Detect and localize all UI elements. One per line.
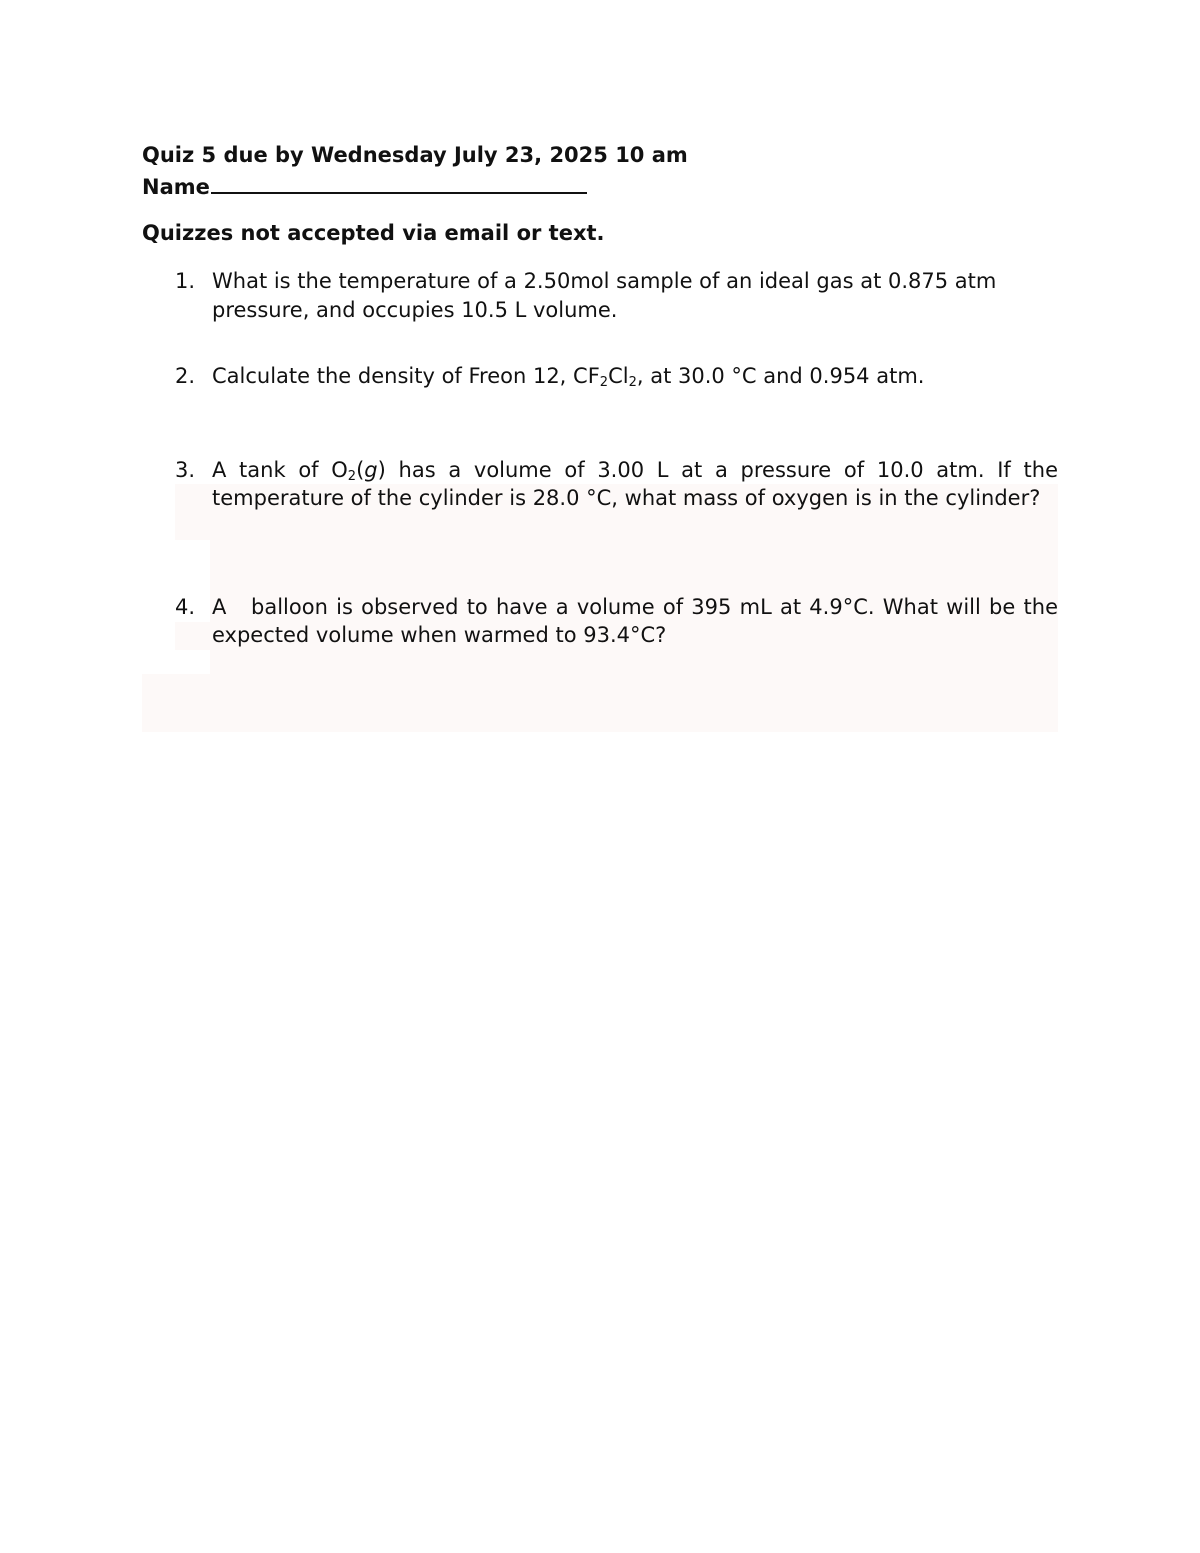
name-blank-line xyxy=(211,173,587,194)
question-item xyxy=(175,362,1058,391)
name-label: Name xyxy=(142,175,210,199)
name-field xyxy=(142,173,587,201)
highlight-block xyxy=(210,650,1058,674)
question-number: 2. xyxy=(175,364,196,388)
question-number: 3. xyxy=(175,458,196,482)
question-number: 1. xyxy=(175,269,196,293)
submission-notice: Quizzes not accepted via email or text. xyxy=(142,221,605,245)
question-item xyxy=(175,267,1055,325)
question-text: A tank of $O_2(g)$ has a volume of 3.00 L at a pressure of 10.0 atm. If the temperature of the cylinder is 28.0 °C, what mass of oxygen is in the cylinder? xyxy=(212,458,1058,510)
question-text: What is the temperature of a 2.50mol sample of an ideal gas at 0.875 atm pressure, and occupies 10.5 L volume. xyxy=(212,269,997,322)
highlight-block xyxy=(142,674,1058,732)
question-text: Calculate the density of Freon 12, $CF_2Cl_2$, at 30.0 °C and 0.954 atm. xyxy=(212,364,925,390)
question-item xyxy=(175,593,1065,649)
quiz-title: Quiz 5 due by Wednesday July 23, 2025 10 am xyxy=(142,143,688,167)
question-item xyxy=(175,456,1058,512)
question-text: A balloon is observed to have a volume of 395 mL at 4.9°C. What will be the expected volume when warmed to 93.4°C? xyxy=(212,595,1065,647)
question-number: 4. xyxy=(175,595,196,619)
